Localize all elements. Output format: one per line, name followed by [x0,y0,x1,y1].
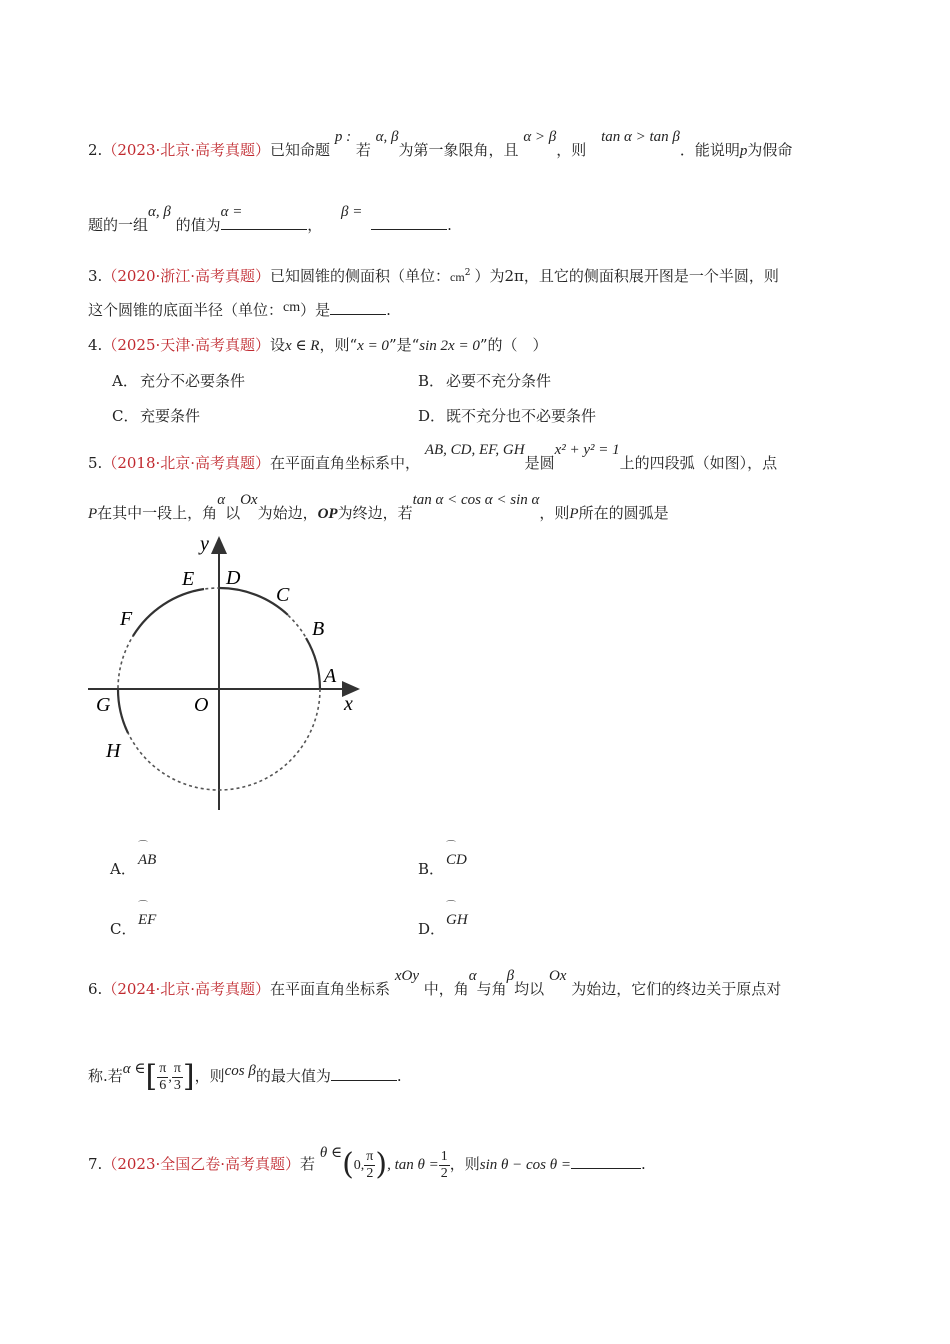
option-c[interactable]: C．⌒ EF [110,919,156,940]
question-6-line-1: 6.（2024·北京·高考真题）在平面直角坐标系 xOy 中，角α与角β均以 Ox 为始边，它们的终边关于原点对 [88,968,782,998]
label-o: O [194,694,209,716]
question-3-line-1: 3.（2020·浙江·高考真题）已知圆锥的侧面积（单位：$cm^2$ ）为2π，且它的侧面积展开图是一个半圆，则 [88,267,779,285]
question-4-stem: 4.（2025·天津·高考真题）设x ∈ R，则“x = 0”是“sin 2x = 0”的（ ） [88,336,548,354]
question-3-line-2: 这个圆锥的底面半径（单位：cm）是 . [88,300,391,319]
question-number: 3. [88,267,103,285]
question-source: （2023·北京·高考真题） [102,141,271,159]
math-expression: , tan θ = [387,1157,439,1173]
math-expression: sin θ − cos θ = [479,1157,571,1173]
question-source: （2020·浙江·高考真题） [102,267,271,285]
label-d: D [226,567,241,589]
label-h: H [106,740,121,762]
question-number: 6. [88,980,103,998]
option-c[interactable]: C． 充要条件 [112,407,201,425]
label-x: x [344,693,353,715]
option-b[interactable]: B． 必要不充分条件 [418,372,552,390]
math-expression: cos β [224,1063,256,1079]
fraction: $\frac{\pi}{3}$ [173,1060,181,1093]
answer-blank[interactable] [371,215,447,230]
label-e: E [182,568,195,590]
answer-blank[interactable] [571,1154,641,1169]
answer-blank[interactable] [330,300,386,315]
question-7-line: 7.（2023·全国乙卷·高考真题）若 θ ∈(0, $\frac{\pi}{2}$ ), tan θ = $\frac{1}{2}$ ，则sin θ − cos θ = . [88,1145,646,1182]
math-expression: α ∈ [122,1061,146,1077]
math-expression: x² + y² = 1 [554,442,620,458]
question-source: （2024·北京·高考真题） [102,980,271,998]
math-expression: α = [220,204,243,220]
math-expression: θ ∈ [319,1145,343,1161]
option-b[interactable]: B．⌒ CD [418,859,467,880]
math-expression: tan α < cos α < sin α [412,492,540,508]
label-a: A [324,665,337,687]
fraction: $\frac{1}{2}$ [440,1148,448,1181]
question-number: 5. [88,454,103,472]
math-expression: AB, CD, EF, GH [424,442,525,458]
question-5-line-2: P在其中一段上，角α以Ox为始边，OP为终边，若tan α < cos α < sin α，则P所在的圆弧是 [88,492,669,522]
math-expression: p : [334,129,352,145]
label-b: B [312,618,325,640]
label-g: G [96,694,111,716]
option-a[interactable]: A． 充分不必要条件 [112,372,246,390]
label-c: C [276,584,290,606]
label-f: F [120,608,133,630]
arc-ef [133,589,204,636]
option-d[interactable]: D．⌒ GH [418,919,468,940]
question-2-line-2: 题的一组α, β 的值为α = ， β = . [88,204,452,234]
option-d[interactable]: D．既不充分也不必要条件 [418,407,597,425]
math-expression: α, β [148,204,171,220]
math-expression: xOy [394,968,419,984]
math-expression: x = 0 [357,338,389,354]
question-number: 2. [88,141,103,159]
math-expression: α > β [523,129,557,145]
question-source: （2025·天津·高考真题） [102,336,271,354]
question-2-line-1: 2.（2023·北京·高考真题）已知命题 p : 若 α, β为第一象限角，且 α > β，则 tan α > tan β．能说明p为假命 [88,129,793,159]
math-expression: sin 2x = 0 [419,338,480,354]
question-number: 7. [88,1155,103,1173]
question-number: 4. [88,336,103,354]
math-expression: α, β [375,129,399,145]
math-expression: tan α > tan β [601,129,680,145]
fraction: $\frac{\pi}{2}$ [366,1148,374,1181]
question-6-line-2: 称.若α ∈[ $\frac{\pi}{6}$ , $\frac{\pi}{3}$ ]，则cos β的最大值为 . [88,1059,402,1094]
question-source: （2023·全国乙卷·高考真题） [102,1155,301,1173]
arc-gh [118,689,128,733]
question-5-line-1: 5.（2018·北京·高考真题）在平面直角坐标系中， AB, CD, EF, GH是圆x² + y² = 1上的四段弧（如图），点 [88,442,778,472]
label-y: y [200,533,209,555]
fraction: $\frac{\pi}{6}$ [159,1060,167,1093]
unit-circle-figure [86,530,376,815]
math-expression: β = [341,204,363,220]
question-source: （2018·北京·高考真题） [102,454,271,472]
option-a[interactable]: A．⌒ AB [110,859,156,880]
arc-ab [306,638,320,689]
answer-blank[interactable] [331,1066,397,1081]
math-expression: x ∈ R [285,338,320,354]
